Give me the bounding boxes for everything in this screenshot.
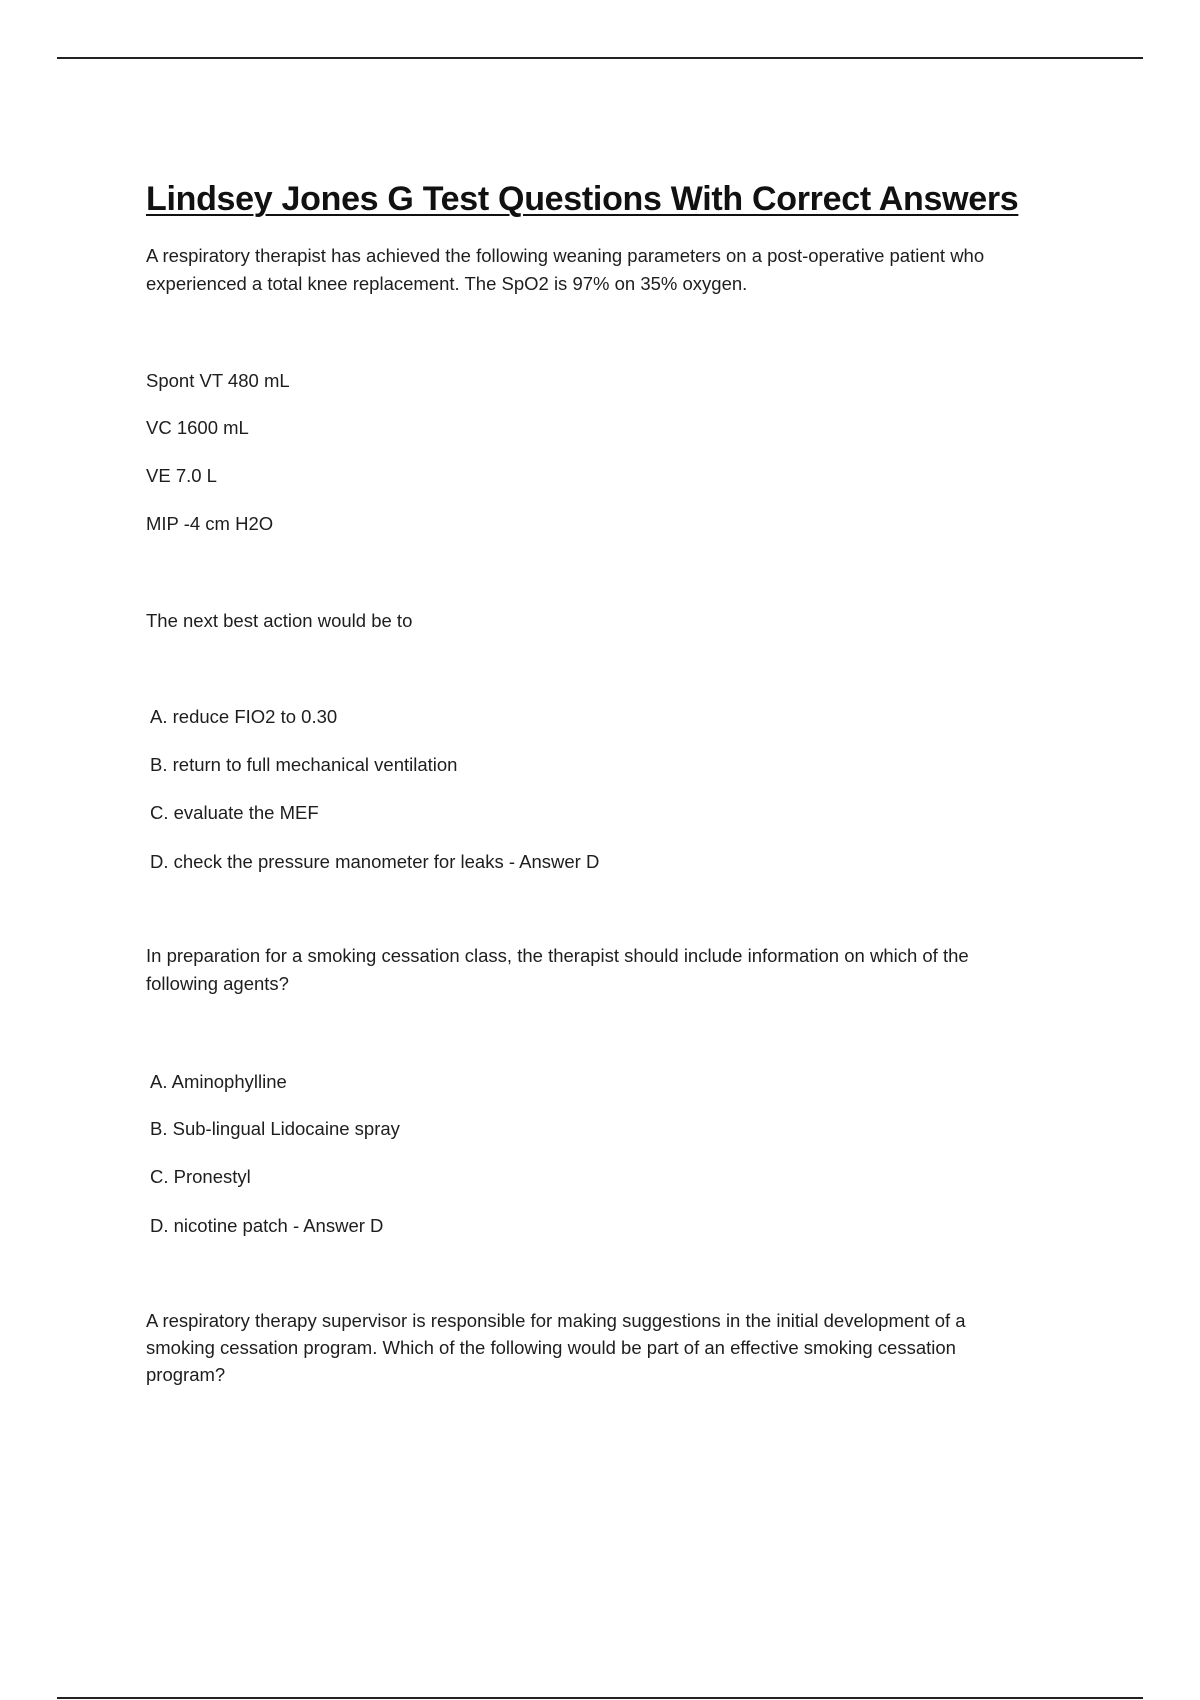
- q2-line-1: In preparation for a smoking cessation class, the therapist should include information on which of the: [146, 945, 969, 966]
- q1-intro-line-2: experienced a total knee replacement. The SpO2 is 97% on 35% oxygen.: [146, 273, 748, 294]
- q3-line-3: program?: [146, 1364, 226, 1385]
- document-title: Lindsey Jones G Test Questions With Correct Answers: [146, 180, 1019, 218]
- footer-rule: [57, 1697, 1143, 1699]
- q1-param: VE 7.0 L: [146, 465, 217, 486]
- q1-prompt: The next best action would be to: [146, 610, 413, 631]
- q1-option-a: A. reduce FIO2 to 0.30: [150, 706, 338, 727]
- q2-option-d: D. nicotine patch - Answer D: [150, 1215, 384, 1236]
- q1-param: Spont VT 480 mL: [146, 370, 290, 391]
- q1-param: MIP -4 cm H2O: [146, 513, 274, 534]
- q1-intro-line-1: A respiratory therapist has achieved the following weaning parameters on a post-operative patient who: [146, 245, 985, 266]
- q1-param: VC 1600 mL: [146, 417, 249, 438]
- q2-option-c: C. Pronestyl: [150, 1166, 251, 1187]
- q3-line-2: smoking cessation program. Which of the following would be part of an effective smoking cessation: [146, 1337, 956, 1358]
- q3-line-1: A respiratory therapy supervisor is responsible for making suggestions in the initial development of a: [146, 1310, 966, 1331]
- header-rule: [57, 57, 1143, 59]
- q2-option-a: A. Aminophylline: [150, 1071, 287, 1092]
- q2-line-2: following agents?: [146, 973, 289, 994]
- q1-option-d: D. check the pressure manometer for leaks - Answer D: [150, 851, 600, 872]
- q1-option-b: B. return to full mechanical ventilation: [150, 754, 458, 775]
- q2-option-b: B. Sub-lingual Lidocaine spray: [150, 1118, 400, 1139]
- q1-option-c: C. evaluate the MEF: [150, 802, 319, 823]
